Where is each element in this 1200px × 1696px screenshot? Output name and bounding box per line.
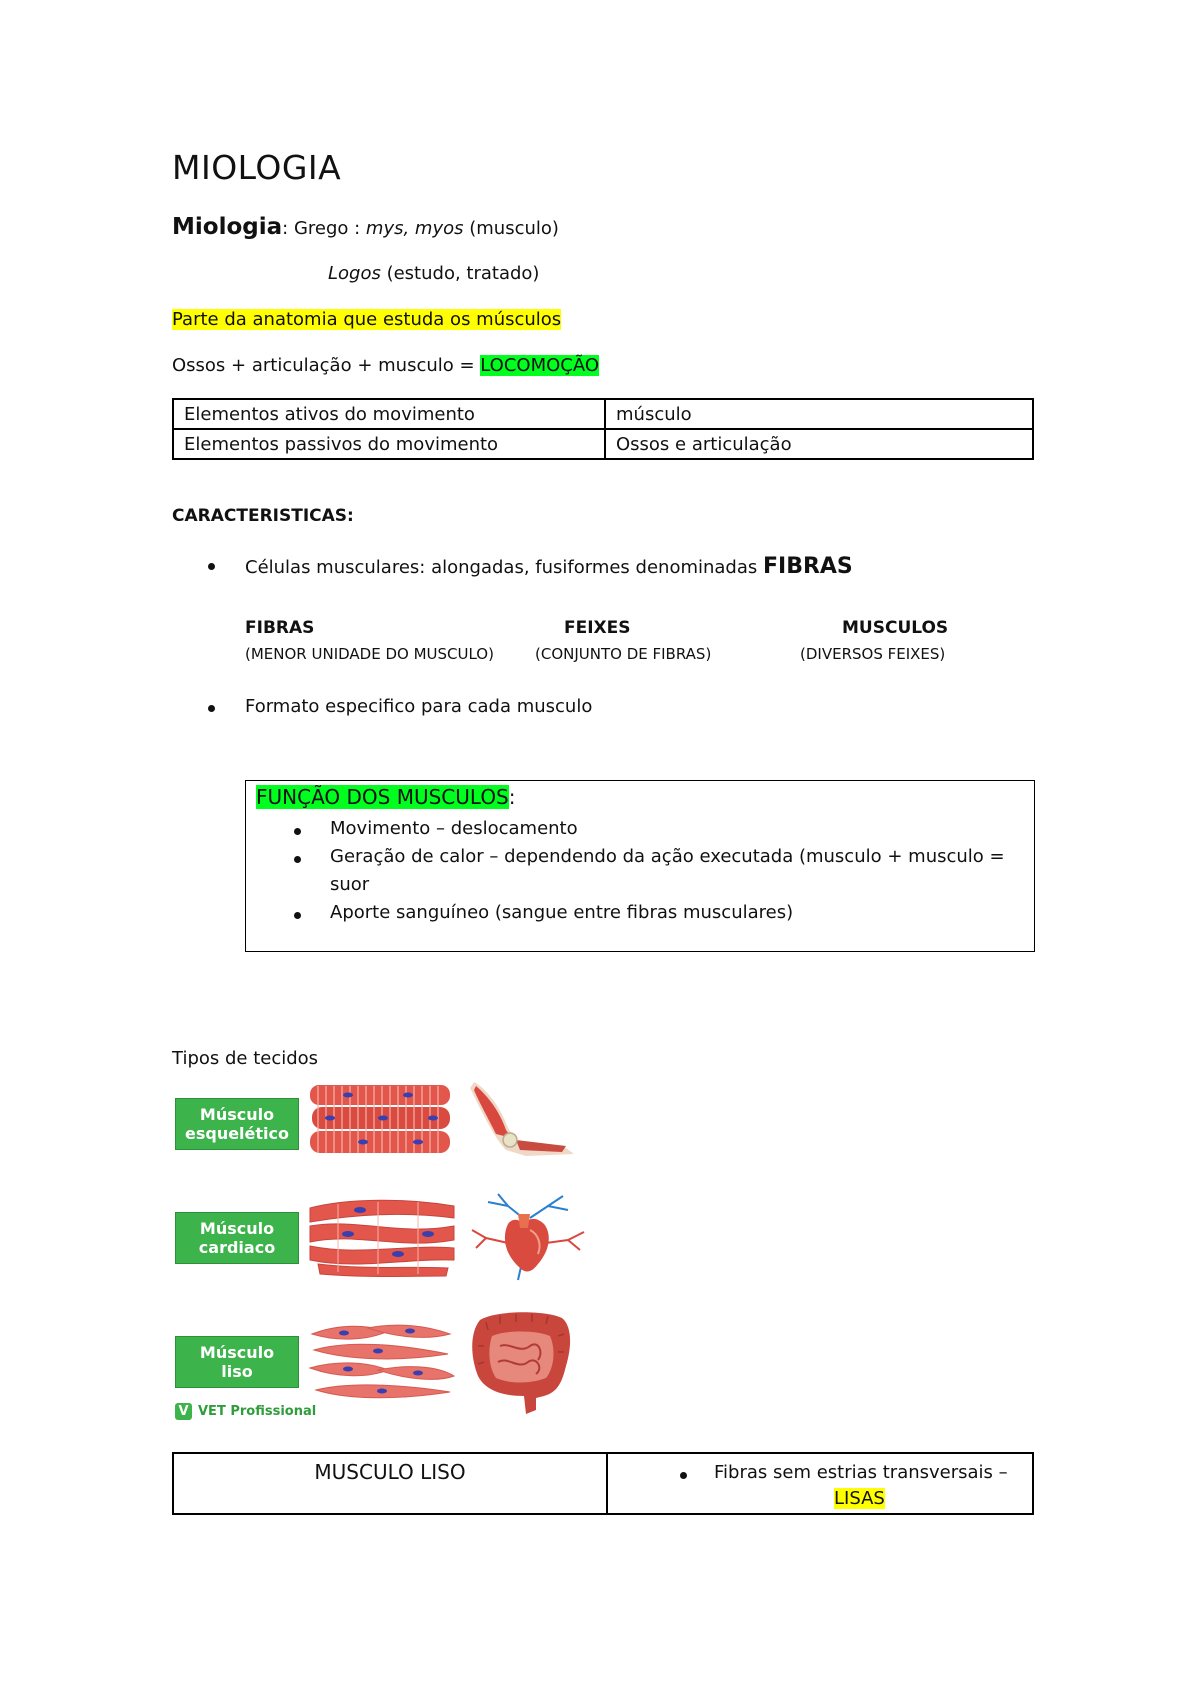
bullet-icon xyxy=(208,705,215,712)
logos-line: Logos (estudo, tratado) xyxy=(328,263,540,284)
tissue-label-esqueletico: Músculo esquelético xyxy=(175,1098,299,1150)
grego-label: Grego : xyxy=(293,218,366,239)
greek-words: mys, myos xyxy=(365,218,464,239)
locomotion-result: LOCOMOÇÃO xyxy=(480,355,600,376)
elbow-arm-icon xyxy=(466,1078,578,1158)
tissue-label-liso: Músculo liso xyxy=(175,1336,299,1388)
definition-line xyxy=(172,309,561,330)
elements-table xyxy=(172,398,1034,460)
brand-text: VET Profissional xyxy=(198,1404,317,1419)
liso-highlight: LISAS xyxy=(834,1488,885,1509)
fibras-strong: FIBRAS xyxy=(762,554,853,579)
funcao-item: Aporte sanguíneo (sangue entre fibras musculares) xyxy=(330,902,794,923)
intestine-icon xyxy=(466,1306,576,1418)
table-row xyxy=(173,429,1033,459)
column-sub: (DIVERSOS FEIXES) xyxy=(800,645,946,663)
table-cell: Elementos passivos do movimento xyxy=(173,429,605,459)
table-cell: MUSCULO LISO xyxy=(173,1453,607,1514)
brand-logo-icon: V xyxy=(175,1403,192,1420)
caracteristicas-heading: CARACTERISTICAS: xyxy=(172,506,354,526)
bullet-icon xyxy=(294,856,301,863)
bullet-icon xyxy=(208,563,215,570)
bullet-icon xyxy=(294,912,301,919)
definition-text: Parte da anatomia que estuda os músculos xyxy=(172,309,562,330)
page-title: MIOLOGIA xyxy=(172,148,342,187)
column-head: MUSCULOS xyxy=(842,618,949,638)
funcao-item-cont: suor xyxy=(330,874,370,895)
smooth-fibers-image xyxy=(308,1320,456,1406)
cardiac-fibers-image xyxy=(308,1196,456,1278)
column-sub: (MENOR UNIDADE DO MUSCULO) xyxy=(245,645,494,663)
bullet-icon xyxy=(294,828,301,835)
table-cell: Elementos ativos do movimento xyxy=(173,399,605,429)
heart-icon xyxy=(468,1188,588,1284)
funcao-item: Movimento – deslocamento xyxy=(330,818,578,839)
bullet-item: Células musculares: alongadas, fusiformes denominadas FIBRAS xyxy=(245,554,853,579)
bullet-icon xyxy=(680,1472,687,1479)
etymology-line: Miologia: Grego : mys, myos (musculo) xyxy=(172,214,559,240)
funcao-heading: FUNÇÃO DOS MUSCULOS xyxy=(256,785,509,809)
funcao-heading-line: FUNÇÃO DOS MUSCULOS: xyxy=(256,785,516,809)
funcao-item: Geração de calor – dependendo da ação executada (musculo + musculo = xyxy=(330,846,1005,867)
table-row xyxy=(173,399,1033,429)
logos-word: Logos xyxy=(328,263,381,284)
funcao-box xyxy=(245,780,1035,952)
bullet-item: Formato especifico para cada musculo xyxy=(245,696,593,717)
table-cell: músculo xyxy=(605,399,1033,429)
column-head: FEIXES xyxy=(564,618,631,638)
skeletal-fibers-image xyxy=(308,1083,453,1157)
liso-highlight-line xyxy=(834,1488,885,1509)
tissue-label-cardiaco: Músculo cardiaco xyxy=(175,1212,299,1264)
table-row xyxy=(173,1453,1033,1514)
liso-table xyxy=(172,1452,1034,1515)
column-head: FIBRAS xyxy=(245,618,315,638)
tipos-heading: Tipos de tecidos xyxy=(172,1048,319,1069)
term: Miologia xyxy=(172,214,283,240)
table-cell: Ossos e articulação xyxy=(605,429,1033,459)
liso-desc: Fibras sem estrias transversais – xyxy=(714,1462,1008,1483)
table-cell xyxy=(607,1453,1033,1514)
locomotion-line: Ossos + articulação + musculo = LOCOMOÇÃO xyxy=(172,355,600,376)
column-sub: (CONJUNTO DE FIBRAS) xyxy=(535,645,712,663)
